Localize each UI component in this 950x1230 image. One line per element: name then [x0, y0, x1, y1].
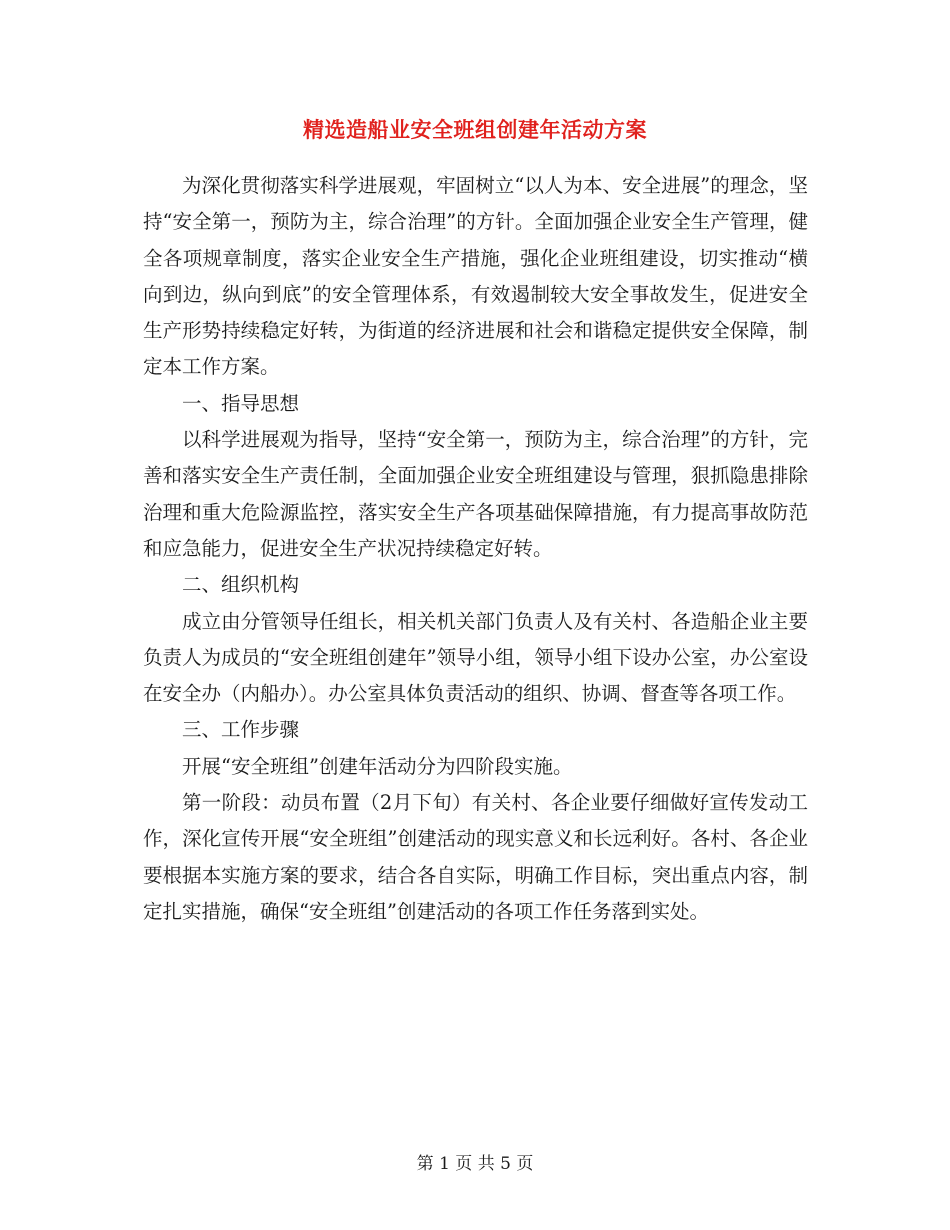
section-heading-guiding-ideology: 一、指导思想 — [182, 391, 300, 415]
section-heading-work-steps: 三、工作步骤 — [182, 718, 300, 742]
page-footer: 第 1 页 共 5 页 — [416, 1154, 534, 1174]
paragraph-organization: 成立由分管领导任组长，相关机关部门负责人及有关村、各造船企业主要负责人为成员的“安全班组创建年”领导小组，领导小组下设办公室，办公室设在安全办（内船办）。办公室具体负责活动的组织、协调、督查等各项工作。 — [143, 609, 808, 706]
paragraph-guiding-ideology: 以科学进展观为指导，坚持“安全第一，预防为主，综合治理”的方针，完善和落实安全生产责任制，全面加强企业安全班组建设与管理，狠抓隐患排除治理和重大危险源监控，落实安全生产各项基础保障措施，有力提高事故防范和应急能力，促进安全生产状况持续稳定好转。 — [143, 428, 808, 560]
paragraph-intro: 为深化贯彻落实科学进展观，牢固树立“以人为本、安全进展”的理念，坚持“安全第一，预防为主，综合治理”的方针。全面加强企业安全生产管理，健全各项规章制度，落实企业安全生产措施，强化企业班组建设，切实推动“横向到边，纵向到底”的安全管理体系，有效遏制较大安全事故发生，促进安全生产形势持续稳定好转，为街道的经济进展和社会和谐稳定提供安全保障，制定本工作方案。 — [143, 174, 808, 379]
paragraph-work-steps-overview: 开展“安全班组”创建年活动分为四阶段实施。 — [182, 754, 573, 778]
document-title: 精选造船业安全班组创建年活动方案 — [303, 117, 647, 142]
document-body — [143, 168, 808, 930]
section-heading-organization: 二、组织机构 — [182, 573, 300, 597]
paragraph-phase-one: 第一阶段：动员布置（2月下旬）有关村、各企业要仔细做好宣传发动工作，深化宣传开展“安全班组”创建活动的现实意义和长远利好。各村、各企业要根据本实施方案的要求，结合各自实际，明确工作目标，突出重点内容，制定扎实措施，确保“安全班组”创建活动的各项工作任务落到实处。 — [143, 791, 808, 923]
